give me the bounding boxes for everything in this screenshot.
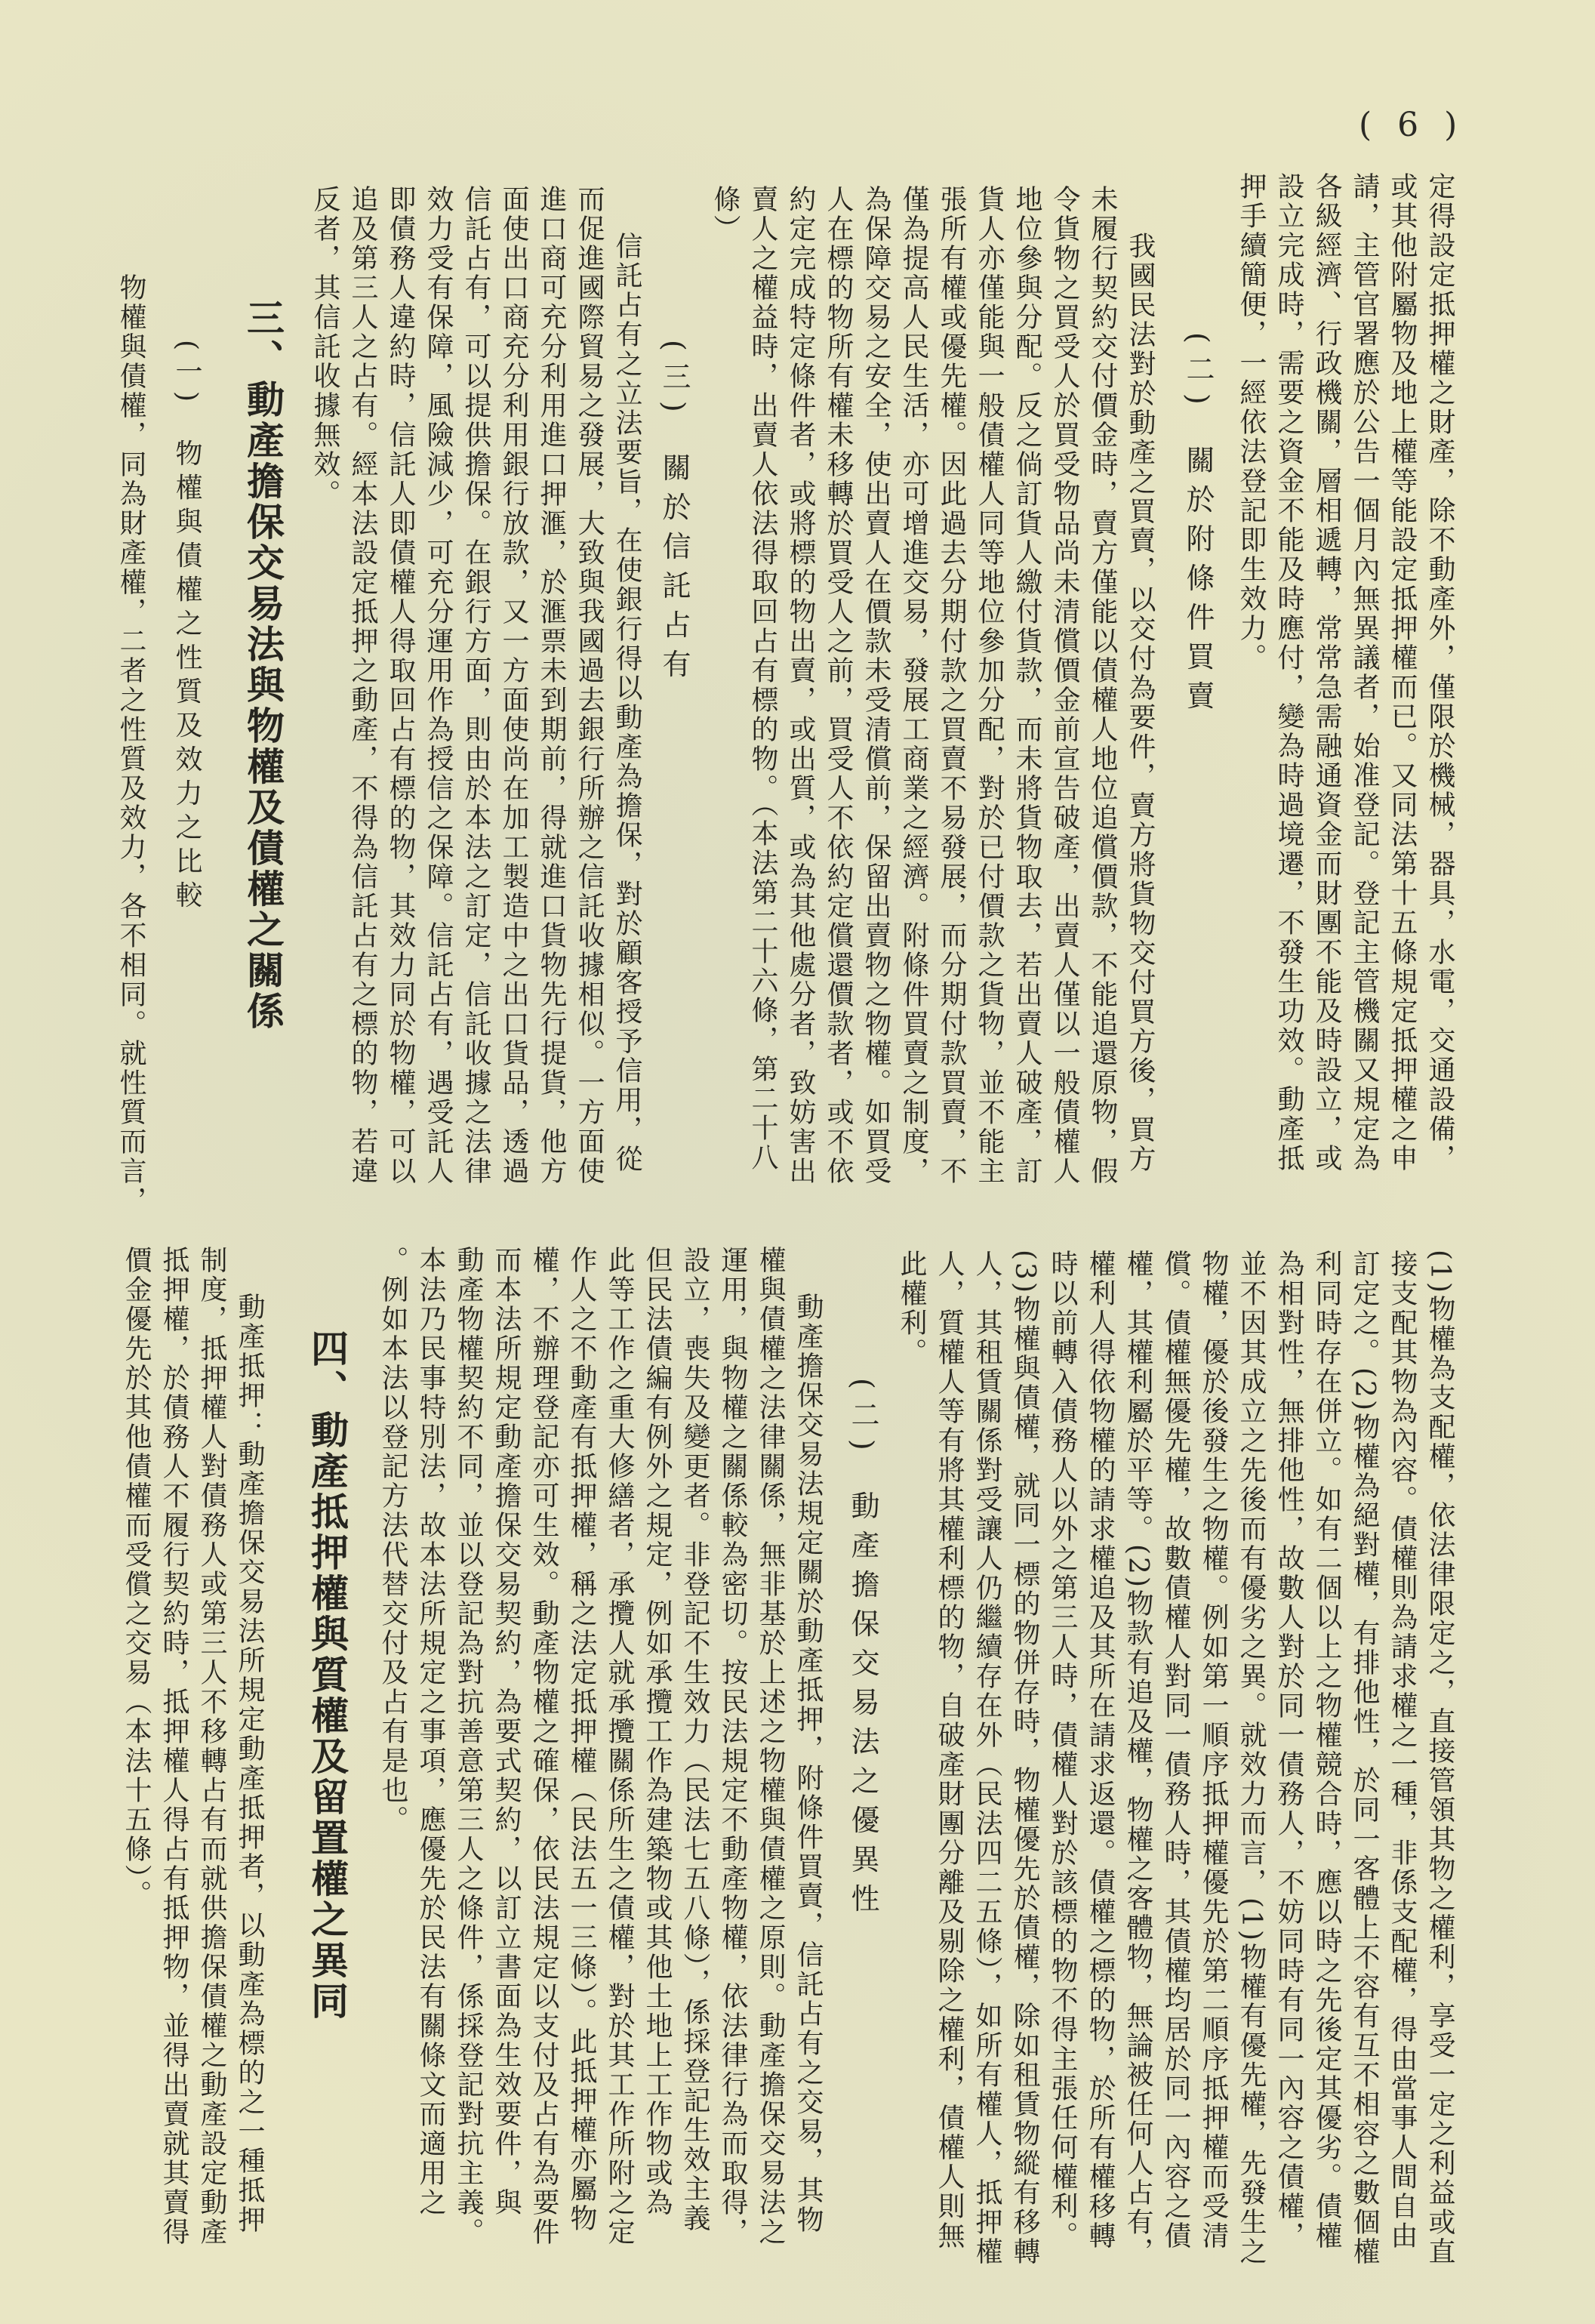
text-column: 人，質權人等有將其權利標的物，自破產財團分離及剔除之權利，債權人則無 (934, 1250, 965, 2251)
text-column: 償。債權無優先權，故數債權人對同一債務人時，其債權均居於同一內容之債 (1160, 1250, 1191, 2251)
text-column: 權，其權利屬於平等。(2)物款有追及權，物權之客體物，無論被任何人占有， (1122, 1250, 1153, 2267)
paragraph-chattel-mortgage-continued (1232, 172, 1458, 1173)
text-column: 權與債權之法律關係，無非基於上述之物權與債權之原則。動產擔保交易法之 (755, 1246, 786, 2247)
text-column: 此等工作之重大修繕者，承攬人就承攬關係所生之債權，對於其工作所附之定 (604, 1246, 635, 2247)
subsection-heading-comparison (168, 340, 205, 914)
paragraph-comparison-body (892, 1250, 1458, 2267)
text-column: 而本法所規定動產擔保交易契約，為要式契約，以訂立書面為生效要件，與 (491, 1246, 522, 2218)
text-column: (1)物權為支配權，依法律限定之，直接管領其物之權利，享受一定之利益或直 (1424, 1250, 1455, 2267)
section-title: 關於信託占有 (657, 452, 691, 689)
text-column: 制度，抵押權人對債務人或第三人不移轉占有而就供擔保債權之動產設定動產 (196, 1246, 227, 2247)
text-column: 動產物權契約不同，並以登記為對抗善意第三人之條件，係採登記對抗主義。 (453, 1246, 484, 2247)
subsection-number: (二) (846, 1378, 879, 1461)
text-column: 我國民法對於動產之買賣，以交付為要件，賣方將貨物交付買方後，買方 (1125, 232, 1156, 1174)
section-number: (二) (1181, 332, 1215, 415)
text-column: 約定完成特定條件者，或將標的物出賣，或出質，或為其他處分者，致妨害出 (785, 185, 816, 1186)
text-column: 人在標的物所有權未移轉於買受人之前，買受人不依約定償還價款者，或不依 (823, 185, 854, 1186)
text-column: 時以前轉入債務人以外之第三人時，債權人對於該標的物不得主張任何權利。 (1047, 1250, 1078, 2251)
text-column: 張所有權或優先權。因此過去分期付款之買賣不易發展，而分期付款買賣，不 (936, 185, 967, 1186)
chapter-heading-4: 四、動產抵押權與質權及留置權之異同 (305, 1329, 349, 2022)
text-column: 令貨物之買受人於買受物品尚未清償價金前宣告破產，出賣人僅以一般債權人 (1049, 185, 1080, 1186)
text-column: 權利人得依物權的請求權追及其所在請求返還。債權之標的物，於所有權移轉 (1085, 1250, 1116, 2251)
text-column: 請，主管官署應於公告一個月內無異議者，始准登記。登記主管機關又規定為 (1349, 172, 1380, 1173)
chapter-heading-3: 三、動產擔保交易法與物權及債權之關係 (241, 298, 285, 1032)
section-heading-trust-receipt (655, 340, 693, 689)
text-column: 人，其租賃關係對受讓人仍繼續存在外（民法四二五條），如所有權人，抵押權 (971, 1250, 1002, 2267)
text-column: 設立完成時，需要之資金不能及時應付，變為時過境遷，不發生功效。動產抵 (1273, 172, 1304, 1173)
text-column: 面使出口商充分利用銀行放款，又一方面使尚在加工製造中之出口貨品，透過 (498, 185, 529, 1186)
text-column: 押手續簡便，一經依法登記即生效力。 (1236, 172, 1267, 673)
text-column: 此權利。 (896, 1250, 927, 1367)
page-number: ( 6 ) (1359, 106, 1465, 144)
text-column: 為相對性，無排他性，故數人對於同一債務人，不妨同時有同一內容之債權， (1273, 1250, 1304, 2251)
text-column: 抵押權，於債務人不履行契約時，抵押權人得占有抵押物，並得出賣就其賣得 (159, 1246, 189, 2247)
text-column: (3)物權與債權，就同一標的物併存時，物權優先於債權，除如租賃物縱有移轉 (1009, 1250, 1040, 2267)
text-column: 本法乃民事特別法，故本法所規定之事項，應優先於民法有關條文而適用之 (415, 1246, 446, 2218)
paragraph-comparison-intro (112, 227, 149, 1216)
section-heading-conditional-sale (1179, 332, 1217, 720)
text-column: 效力受有保障，風險減少，可充分運用作為授信之保障。信託占有，遇受託人 (423, 185, 454, 1186)
text-column: 訂定之。(2)物權為絕對權，有排他性，於同一客體上不容有互不相容之數個權 (1349, 1250, 1380, 2267)
text-column: 。例如本法以登記方法代替交付及占有是也。 (377, 1246, 408, 1835)
text-column: 而促進國際貿易之發展，大致與我國過去銀行所辦之信託收據相似。一方面使 (574, 185, 605, 1186)
text-column: 接支配其物為內容。債權則為請求權之一種，非係支配權，得由當事人間自由 (1387, 1250, 1418, 2251)
text-column: 各級經濟、行政機關，層相遞轉，常常急需融通資金而財團不能及時設立，或 (1311, 172, 1342, 1173)
text-column: 價金優先於其他債權而受償之交易（本法十五條）。 (121, 1246, 152, 1909)
text-column: 作人之不動產有抵押權，稱之法定抵押權（民法五一三條）。此抵押權亦屬物 (566, 1246, 597, 2233)
subsection-title: 物權與債權之性質及效力之比較 (171, 439, 202, 915)
subsection-number: (一) (171, 340, 202, 409)
text-column: 或其他附屬物及地上權等能設定抵押權而已。又同法第十五條規定抵押權之申 (1387, 172, 1418, 1173)
text-column: 定得設定抵押權之財產，除不動產外，僅限於機械，器具，水電，交通設備， (1424, 172, 1455, 1173)
text-column: 進口商可充分利用進口押滙，於滙票未到期前，得就進口貨物先行提貨，他方 (536, 185, 567, 1186)
text-column: 物權與債權，同為財產權，二者之性質及效力，各不相同。就性質而言， (115, 273, 146, 1216)
text-column: 信託占有之立法要旨，在使銀行得以動產為擔保，對於顧客授予信用，從 (611, 232, 642, 1174)
paragraph-trust-receipt (306, 185, 645, 1186)
text-column: 運用，與物權之關係較為密切。按民法規定不動產物權，依法律行為而取得， (717, 1246, 748, 2247)
text-column: 未履行契約交付價金時，賣方僅能以債權人地位追償價款，不能追還原物，假 (1087, 185, 1118, 1186)
text-column: 信託占有，可以提供擔保。在銀行方面，則由於本法之訂定，信託收據之法律 (460, 185, 491, 1186)
section-number: (三) (657, 340, 691, 423)
text-column: 物權，優於後發生之物權。例如第一順序抵押權優先於第二順序抵押權而受清 (1198, 1250, 1229, 2251)
section-title: 關於附條件買賣 (1181, 445, 1215, 720)
text-column: 反者，其信託收據無效。 (309, 185, 340, 509)
text-column: 動產抵押：動產擔保交易法所規定動產抵押者，以動產為標的之一種抵押 (234, 1293, 265, 2235)
text-column: 貨人亦僅能與一般債權人同等地位參加分配，對於已付價款之貨物，並不能主 (974, 185, 1005, 1186)
subsection-heading-advantages (844, 1378, 882, 1923)
text-column: 設立，喪失及變更者。非登記不生效力（民法七五八條），係採登記生效主義 (679, 1246, 710, 2233)
text-column: 權，不辦理登記亦可生效。動產物權之確保，依民法規定以支付及占有為要件 (528, 1246, 559, 2247)
paragraph-conditional-sale (706, 185, 1159, 1186)
text-column: 但民法債編有例外之規定，例如承攬工作為建築物或其他土地上工作物或為 (642, 1246, 673, 2218)
text-column: 地位參與分配。反之倘訂貨人繳付貨款，而未將貨物取去，若出賣人破產，訂 (1012, 185, 1042, 1186)
text-column: 條） (710, 185, 741, 244)
paragraph-advantages (374, 1246, 827, 2247)
text-column: 利同時存在併立。如有二個以上之物權競合時，應以時之先後定其優劣。債權 (1311, 1250, 1342, 2251)
paragraph-chattel-mortgage-definition (117, 1246, 268, 2247)
text-column: 賣人之權益時，出賣人依法得取回占有標的物。（本法第二十六條，第二十八 (747, 185, 778, 1173)
subsection-title: 動產擔保交易法之優異性 (846, 1490, 879, 1923)
text-column: 為保障交易之安全，使出賣人在價款未受清償前，保留出賣物之物權。如買受 (861, 185, 891, 1186)
text-column: 僅為提高人民生活，亦可增進交易，發展工商業之經濟。附條件買賣之制度， (898, 185, 929, 1186)
text-column: 即債務人違約時，信託人即債權人得取回占有標的物，其效力同於物權，可以 (385, 185, 416, 1186)
text-column: 追及第三人之占有。經本法設定抵押之動產，不得為信託占有之標的物，若違 (347, 185, 378, 1186)
text-column: 並不因其成立之先後而有優劣之異。就效力而言，(1)物權有優先權，先發生之 (1236, 1250, 1267, 2267)
text-column: 動產擔保交易法規定關於動產抵押，附條件買賣，信託占有之交易，其物 (793, 1293, 824, 2235)
